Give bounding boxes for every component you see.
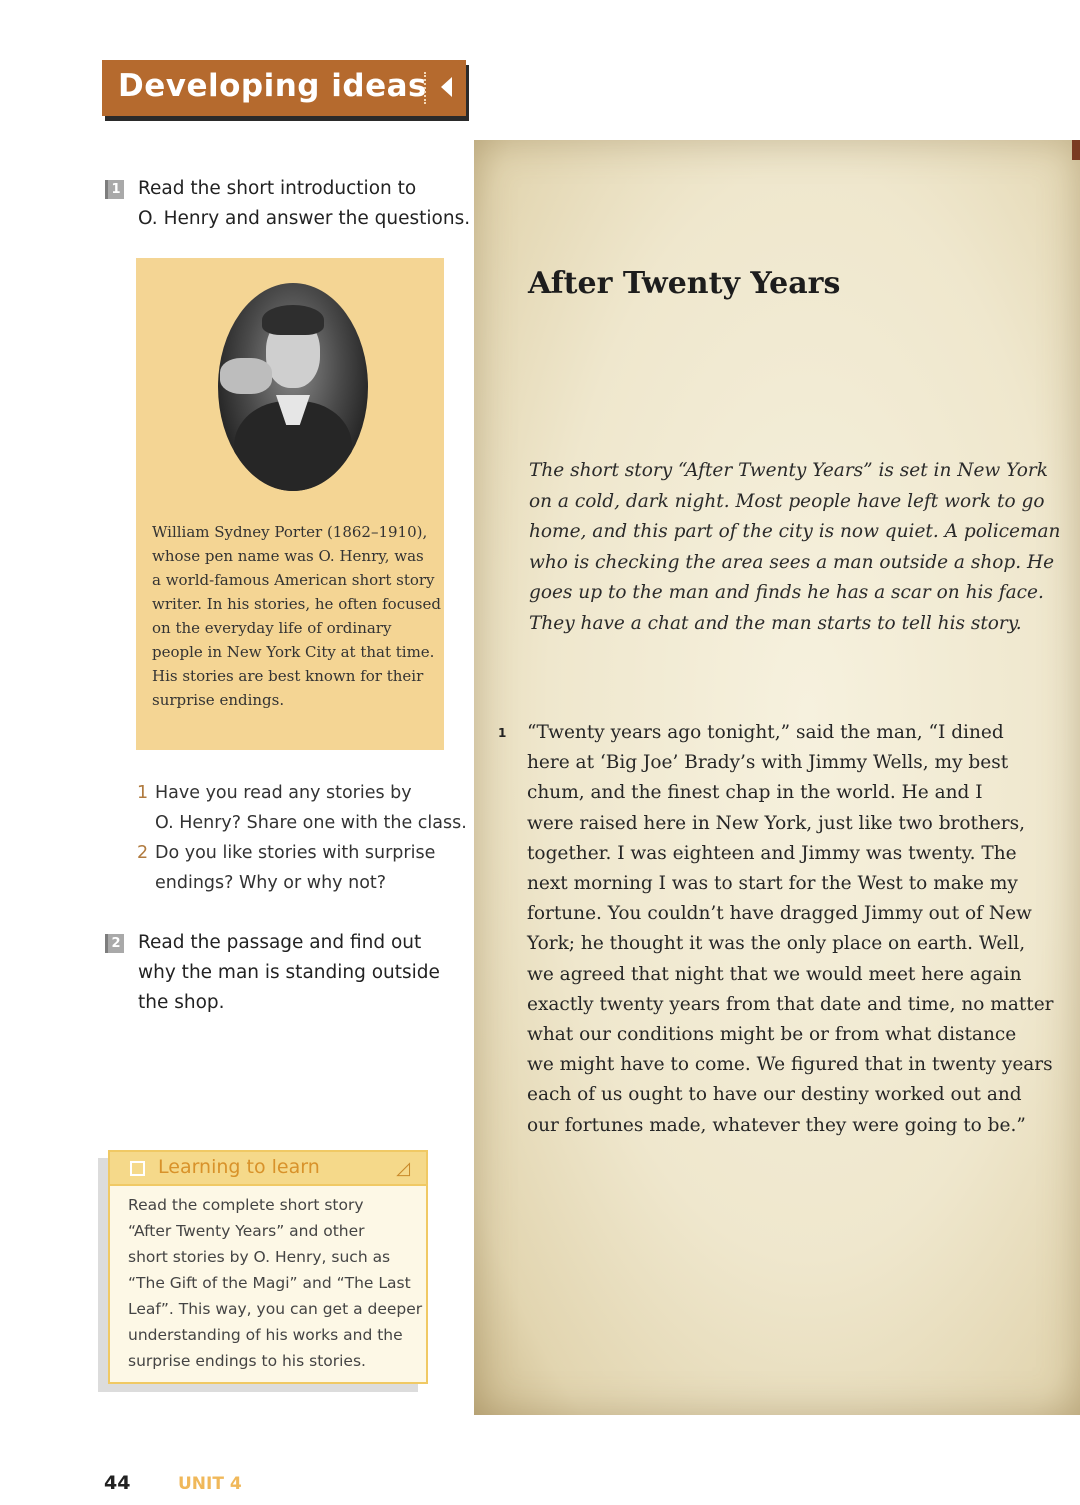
bio-line: a world-famous American short story [152,571,435,589]
body-line: fortune. You couldn’t have dragged Jimmy out of New [527,903,1032,925]
body-line: together. I was eighteen and Jimmy was twenty. The [527,842,1017,864]
section-title: Developing ideas [118,68,427,104]
question-text: Have you read any stories by [155,783,412,803]
bio-line: whose pen name was O. Henry, was [152,547,424,565]
checkbox-icon [130,1161,145,1176]
body-line: exactly twenty years from that date and time, no matter [527,993,1054,1015]
body-line: our fortunes made, whatever they were going to be.” [527,1114,1026,1136]
intro-line: home, and this part of the city is now quiet. A policeman [529,521,1061,542]
intro-line: on a cold, dark night. Most people have left work to go [529,490,1045,512]
body-line: York; he thought it was the only place on earth. Well, [527,933,1026,955]
body-line: “Twenty years ago tonight,” said the man, “I dined [527,722,1004,743]
learning-line: “After Twenty Years” and other [128,1222,365,1240]
body-line: were raised here in New York, just like two brothers, [527,812,1026,834]
learning-line: Leaf”. This way, you can get a deeper [128,1300,423,1318]
task-2-line-1: Read the passage and find out [138,932,422,953]
learning-line: short stories by O. Henry, such as [128,1248,391,1266]
learning-title: Learning to learn [158,1156,320,1178]
learning-to-learn-box [108,1150,428,1384]
body-line: we agreed that night that we would meet here again [527,963,1022,985]
bio-line: people in New York City at that time. [152,643,435,661]
page-number: 44 [104,1472,131,1494]
question-1 [137,778,467,838]
story-title: After Twenty Years [528,266,841,301]
question-number: 2 [137,843,149,863]
question-number: 1 [137,783,149,803]
book-edge [1072,140,1080,160]
author-intro-box [136,258,444,750]
intro-line: The short story “After Twenty Years” is set in New York [529,460,1048,481]
body-line: next morning I was to start for the West to make my [527,873,1018,895]
learning-body [128,1192,422,1374]
body-line: each of us ought to have our destiny worked out and [527,1084,1022,1106]
question-2 [137,838,435,898]
learning-line: surprise endings to his stories. [128,1352,366,1370]
section-header [102,60,466,116]
intro-line: who is checking the area sees a man outside a shop. He [529,551,1055,573]
intro-line: They have a chat and the man starts to tell his story. [529,612,1022,634]
task-2-line-3: the shop. [138,992,225,1013]
body-line: here at ‘Big Joe’ Brady’s with Jimmy Wells, my best [527,752,1009,774]
paragraph-number: 1 [498,726,507,740]
body-line: we might have to come. We figured that in twenty years [527,1054,1053,1076]
bio-line: surprise endings. [152,691,285,709]
bio-line: on the everyday life of ordinary [152,619,392,637]
learning-line: understanding of his works and the [128,1326,403,1344]
question-text: Do you like stories with surprise [155,843,436,863]
task-number-badge: 1 [105,180,124,199]
learning-line: “The Gift of the Magi” and “The Last [128,1274,411,1292]
question-text: O. Henry? Share one with the class. [155,813,467,833]
author-portrait [218,283,368,491]
bio-line: His stories are best known for their [152,667,424,685]
unit-label: UNIT 4 [178,1474,242,1494]
task-1-line-2: O. Henry and answer the questions. [138,208,471,229]
story-body [527,718,1054,1141]
bio-line: William Sydney Porter (1862–1910), [152,523,428,541]
pencil-icon: ◿ [396,1158,410,1179]
bio-line: writer. In his stories, he often focused [152,595,441,613]
header-divider [424,72,426,104]
question-text: endings? Why or why not? [155,873,387,893]
learning-header [110,1152,426,1186]
story-intro [529,456,1060,639]
task-1-line-1: Read the short introduction to [138,178,417,199]
author-bio [152,520,441,712]
triangle-left-icon [441,77,452,97]
body-line: chum, and the finest chap in the world. He and I [527,782,983,804]
learning-line: Read the complete short story [128,1196,364,1214]
intro-line: goes up to the man and finds he has a scar on his face. [529,582,1044,603]
body-line: what our conditions might be or from what distance [527,1024,1017,1046]
task-number-badge: 2 [105,934,124,953]
task-2-line-2: why the man is standing outside [138,962,440,983]
